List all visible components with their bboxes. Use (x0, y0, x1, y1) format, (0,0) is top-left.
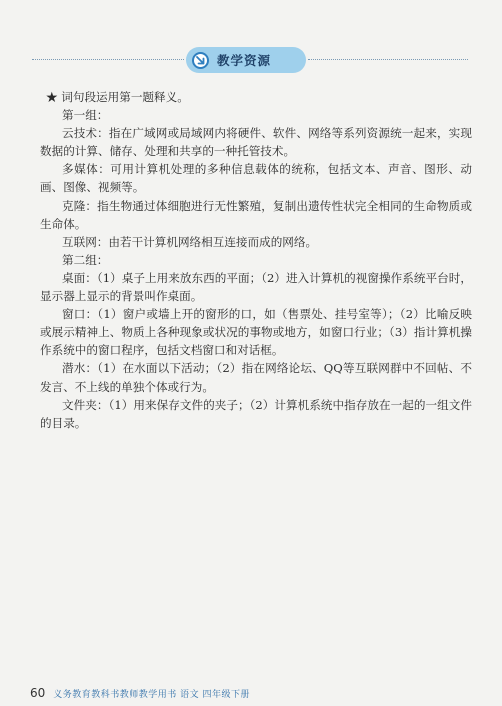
definition-desktop: 桌面：（1）桌子上用来放东西的平面；（2）进入计算机的视窗操作系统平台时，显示器上显示的背景叫作桌面。 (40, 270, 472, 304)
definition-folder: 文件夹：（1）用来保存文件的夹子；（2）计算机系统中指存放在一起的一组文件的目录。 (40, 397, 472, 430)
section-title: 教学资源 (217, 53, 272, 68)
header-rule-left (32, 59, 184, 60)
definition-cloud-technology: 云技术：指在广域网或局域网内将硬件、软件、网络等系列资源统一起来，实现数据的计算、储存、处理和共享的一种托管技术。 (40, 126, 472, 159)
definition-lurking: 潜水：（1）在水面以下活动；（2）指在网络论坛、QQ等互联网群中不回帖、不发言、不上线的单独个体或行为。 (40, 361, 472, 394)
definition-window: 窗口：（1）窗户或墙上开的窗形的口，如（售票处、挂号室等）；（2）比喻反映或展示精神上、物质上各种现象或状况的事物或地方，如窗口行业；（3）指计算机操作系统中的窗口程序，包括文档窗口和对话框。 (40, 307, 472, 358)
content-body (40, 88, 472, 432)
page-footer (30, 686, 250, 700)
group-heading-2: 第二组： (62, 252, 109, 267)
arrow-down-right-icon (192, 52, 209, 69)
group-heading-1: 第一组： (62, 108, 109, 123)
definition-multimedia: 多媒体：可用计算机处理的多种信息载体的统称，包括文本、声音、图形、动画、图像、视频等。 (40, 162, 472, 195)
book-title: 义务教育教科书教师教学用书 语文 四年级下册 (53, 690, 251, 700)
exercise-note: ★ 词句段运用第一题释义。 (46, 90, 189, 104)
page-number: 60 (30, 686, 46, 700)
definition-internet: 互联网：由若干计算机网络相互连接而成的网络。 (62, 234, 318, 249)
header-rule-right (308, 59, 468, 60)
section-banner (186, 47, 306, 73)
definition-clone: 克隆：指生物通过体细胞进行无性繁殖，复制出遗传性状完全相同的生命物质或生命体。 (40, 198, 472, 231)
